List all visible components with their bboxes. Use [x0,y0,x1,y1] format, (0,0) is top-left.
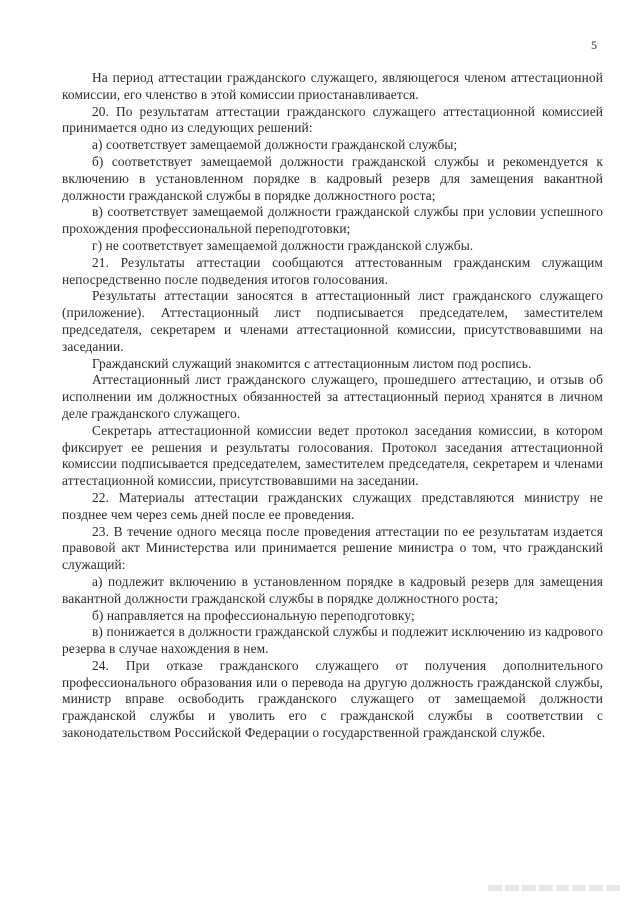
paragraph-item-20-g: г) не соответствует замещаемой должности гражданской службы. [92,237,474,253]
paragraph-item-22: 22. Материалы аттестации гражданских служащих представляются министру не позднее чем через семь дней после ее проведения. [62,489,603,522]
paragraph-item-21: 21. Результаты аттестации сообщаются аттестованным гражданским служащим непосредственно после подведения итогов голосования. [62,254,603,287]
paragraph-item-20: 20. По результатам аттестации гражданского служащего аттестационной комиссией принимается одно из следующих решений: [62,103,603,136]
page-number: 5 [591,38,597,52]
paragraph-item-23-a: а) подлежит включению в установленном порядке в кадровый резерв для замещения вакантной должности гражданской службы в порядке должностного роста; [62,573,603,606]
paragraph-item-24: 24. При отказе гражданского служащего от получения дополнительного профессионального образования или о перевода на другую должность гражданской службы, министр вправе освободить гражданского служащего от замещаемой должности гражданской службы и уволить его с гражданской службы в соответствии с законодательством Российской Федерации о государственной гражданской службе. [62,657,603,741]
paragraph-item-20-v: в) соответствует замещаемой должности гражданской службы при условии успешного прохождения профессиональной переподготовки; [62,204,603,237]
paragraph-item-23: 23. В течение одного месяца после проведения аттестации по ее результатам издается правовой акт Министерства или принимается решение министра о том, что гражданский служащий: [62,523,603,573]
document-body [62,70,603,742]
paragraph-item-20-a: а) соответствует замещаемой должности гражданской службы; [92,137,458,153]
scan-artifact [488,885,620,893]
paragraph-item-21-signature: Гражданский служащий знакомится с аттестационным листом под роспись. [92,355,532,371]
paragraph-item-23-v: в) понижается в должности гражданской службы и подлежит исключению из кадрового резерва в случае нахождения в нем. [62,624,603,657]
paragraph-item-23-b: б) направляется на профессиональную переподготовку; [92,607,415,623]
paragraph-item-21-results-sheet: Результаты аттестации заносятся в аттестационный лист гражданского служащего (приложение). Аттестационный лист подписывается председателем, заместителем председателя, секретарем и членами аттестационной комиссии, присутствовавшими на заседании. [62,288,603,354]
paragraph-item-21-storage: Аттестационный лист гражданского служащего, прошедшего аттестацию, и отзыв об исполнении им должностных обязанностей за аттестационный период хранятся в личном деле гражданского служащего. [62,372,603,421]
paragraph-membership-suspension: На период аттестации гражданского служащего, являющегося членом аттестационной комиссии, его членство в этой комиссии приостанавливается. [62,70,603,102]
paragraph-item-20-b: б) соответствует замещаемой должности гражданской службы и рекомендуется к включению в установленном порядке в кадровый резерв для замещения вакантной должности гражданской службы в порядке должностного роста; [62,153,603,203]
paragraph-item-21-protocol: Секретарь аттестационной комиссии ведет протокол заседания комиссии, в котором фиксирует ее решения и результаты голосования. Протокол заседания аттестационной комиссии подписывается председателем, заместителем председателя, секретарем и членами аттестационной комиссии, присутствовавшими на заседании. [62,422,603,489]
